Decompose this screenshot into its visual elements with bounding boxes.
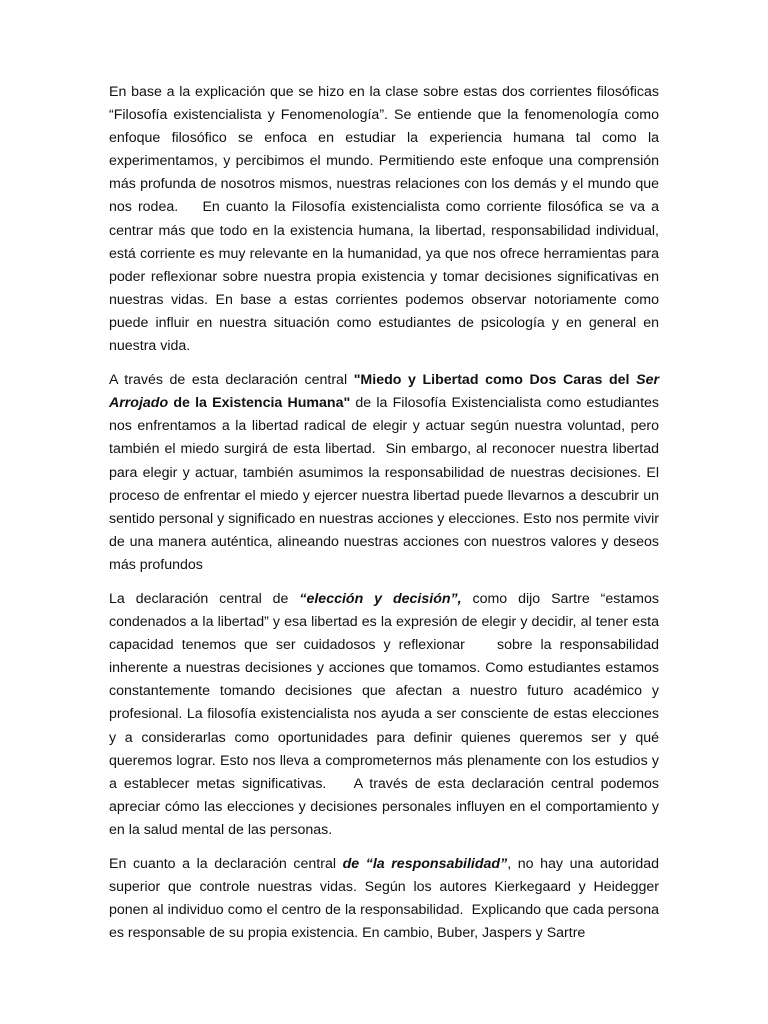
paragraph-1 [109, 81, 663, 358]
text-run: A través de esta declaración central [109, 372, 354, 389]
emphasized-text-run: “elección y decisión”, [299, 590, 462, 607]
paragraph-2 [109, 369, 663, 577]
emphasized-text-run: Ser Arrojado [109, 372, 663, 412]
text-run: La declaración central de [109, 590, 300, 607]
text-run: como dijo Sartre “estamos condenados a la libertad” y esa libertad es la expresión de elegir y decidir, al tener esta capacidad tenemos que ser cuidadosos y reflexionar sobre la responsabilidad inherente a nuestras decisiones y acciones que tomamos. Como estudiantes estamos constantemente tomando decisiones que afectan a nuestro futuro académico y profesional. La filosofía existencialista nos ayuda a ser consciente de estas elecciones y a considerarlas como oportunidades para definir quienes queremos ser y qué queremos lograr. Esto nos lleva a comprometernos más plenamente con los estudios y a establecer metas significativas. A través de esta declaración central podemos apreciar cómo las elecciones y decisiones personales influyen en el comportamiento y en la salud mental de las personas. [109, 590, 663, 838]
paragraph-3 [109, 588, 663, 842]
paragraph-4 [109, 853, 663, 945]
text-run: de la Filosofía Existencialista como estudiantes nos enfrentamos a la libertad radical de elegir y actuar según nuestra voluntad, pero también el miedo surgirá de esta libertad. Sin embargo, al reconocer nuestra libertad para elegir y actuar, también asumimos la responsabilidad de nuestras decisiones. El proceso de enfrentar el miedo y ejercer nuestra libertad puede llevarnos a descubrir un sentido personal y significado en nuestras acciones y elecciones. Esto nos permite vivir de una manera auténtica, alineando nuestras acciones con nuestros valores y deseos más profundos [109, 395, 663, 573]
text-run: , no hay una autoridad superior que controle nuestras vidas. Según los autores Kierkegaard y Heidegger ponen al individuo como el centro de la responsabilidad. Explicando que cada persona es responsable de su propia existencia. En cambio, Buber, Jaspers y Sartre [109, 856, 663, 942]
text-run: En cuanto a la declaración central [109, 856, 343, 872]
emphasized-text-run: de “la responsabilidad” [342, 856, 508, 872]
text-run: En base a la explicación que se hizo en la clase sobre estas dos corrientes filosóficas “Filosofía existencialista y Fenomenología”. Se entiende que la fenomenología como enfoque filosófico se enfoca en estudiar la experiencia humana tal como la experimentamos, y percibimos el mundo. Permitiendo este enfoque una comprensión más profunda de nosotros mismos, nuestras relaciones con los demás y el mundo que nos rodea. En cuanto la Filosofía existencialista como corriente filosófica se va a centrar más que todo en la existencia humana, la libertad, responsabilidad individual, está corriente es muy relevante en la humanidad, ya que nos ofrece herramientas para poder reflexionar sobre nuestra propia existencia y tomar decisiones significativas en nuestras vidas. En base a estas corrientes podemos observar notoriamente como puede influir en nuestra situación como estudiantes de psicología y en general en nuestra vida. [109, 84, 663, 355]
emphasized-text-run: de la Existencia Humana" [168, 395, 351, 412]
document-body [109, 81, 663, 956]
emphasized-text-run: "Miedo y Libertad como Dos Caras del [353, 372, 637, 389]
